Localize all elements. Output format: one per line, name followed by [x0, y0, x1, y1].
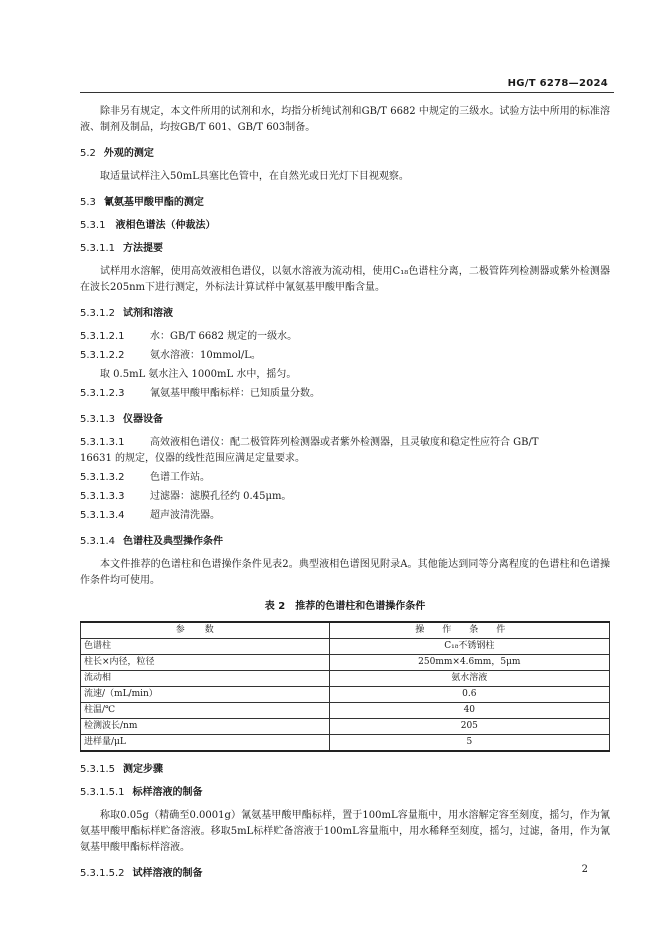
section-5-3-1-1-heading: [80, 241, 610, 257]
section-number: 5.3.1: [80, 220, 106, 231]
item-number: 5.3.1.3.4: [80, 510, 125, 521]
table-cell: 5: [329, 735, 609, 752]
section-title: 外观的测定: [103, 148, 154, 159]
section-number: 5.3.1.4: [80, 536, 115, 547]
section-title: 液相色谱法（仲裁法）: [115, 220, 216, 231]
section-5-3-1-5-2-heading: [80, 866, 610, 882]
conditions-table: [80, 621, 610, 752]
table-cell: 检测波长/nm: [81, 719, 330, 735]
section-number: 5.3.1.5.1: [80, 787, 125, 798]
ammonia-prep-text: 取 0.5mL 氨水注入 1000mL 水中，摇匀。: [100, 369, 297, 380]
section-5-3-heading: [80, 195, 610, 211]
section-title: 试样溶液的制备: [132, 868, 203, 879]
table-cell: 氨水溶液: [329, 671, 609, 687]
list-item: [80, 435, 610, 451]
table-row: [81, 655, 610, 671]
page-number: 2: [581, 864, 588, 875]
table-row: [81, 687, 610, 703]
table-cell: C₁₈不锈钢柱: [329, 639, 609, 655]
table-cell: 色谱柱: [81, 639, 330, 655]
section-title: 标样溶液的制备: [132, 787, 203, 798]
section-number: 5.3.1.5: [80, 764, 115, 775]
item-text: 氨水溶液：10mmol/L。: [150, 350, 261, 361]
list-item: [80, 508, 610, 524]
list-item: [80, 348, 610, 364]
table-cell: 0.6: [329, 687, 609, 703]
section-title: 氰氨基甲酸甲酯的测定: [103, 197, 204, 208]
standard-solution-text: 称取0.05g（精确至0.0001g）氰氨基甲酸甲酯标样，置于100mL容量瓶中，用水溶解定容至刻度，摇匀，作为氰氨基甲酸甲酯标样贮备溶液。移取5mL标样贮备溶液于100mL容量瓶中，用水稀释至刻度，摇匀，过滤，备用，作为氰氨基甲酸甲酯标样溶液。: [80, 810, 610, 853]
item-number: 5.3.1.2.3: [80, 388, 125, 399]
section-title: 仪器设备: [123, 414, 163, 425]
table-cell: 205: [329, 719, 609, 735]
item-number: 5.3.1.2.1: [80, 331, 125, 342]
item-number: 5.3.1.3.1: [80, 437, 125, 448]
item-number: 5.3.1.2.2: [80, 350, 125, 361]
section-5-2-text: 取适量试样注入50mL具塞比色管中，在自然光或日光灯下目视观察。: [100, 171, 409, 182]
section-5-3-1-5-heading: [80, 762, 610, 778]
table-cell: 柱温/℃: [81, 703, 330, 719]
item-text: 氰氨基甲酸甲酯标样：已知质量分数。: [150, 388, 320, 399]
section-title: 测定步骤: [123, 764, 163, 775]
table-cell: 40: [329, 703, 609, 719]
list-item: [80, 470, 610, 486]
table-cell: 进样量/μL: [81, 735, 330, 752]
item-text: 水：GB/T 6682 规定的一级水。: [150, 331, 298, 342]
section-5-3-1-4-heading: [80, 534, 610, 550]
section-number: 5.3.1.2: [80, 308, 115, 319]
list-item: [80, 386, 610, 402]
section-title: 色谱柱及典型操作条件: [123, 536, 223, 547]
section-5-3-1-heading: [80, 218, 610, 234]
section-title: 方法提要: [123, 243, 163, 254]
section-5-3-1-5-1-heading: [80, 785, 610, 801]
item-text: 超声波清洗器。: [150, 510, 220, 521]
section-5-2-heading: [80, 146, 610, 162]
table-row: [81, 735, 610, 752]
table-row: [81, 639, 610, 655]
document-body: [80, 104, 610, 889]
standard-code: HG/T 6278—2024: [507, 78, 608, 89]
table-header-cell: 参数: [81, 622, 330, 639]
table-cell: 250mm×4.6mm，5μm: [329, 655, 609, 671]
list-item: [80, 329, 610, 345]
item-number: 5.3.1.3.2: [80, 472, 125, 483]
table-header-cell: 操作条件: [329, 622, 609, 639]
table-cell: 柱长×内径，粒径: [81, 655, 330, 671]
table-row: [81, 703, 610, 719]
intro-paragraph: 除非另有规定，本文件所用的试剂和水，均指分析纯试剂和GB/T 6682 中规定的三级水。试验方法中所用的标准溶液、制剂及制品，均按GB/T 601、GB/T 603制备。: [80, 106, 610, 133]
table-cell: 流速/（mL/min）: [81, 687, 330, 703]
table-header-row: [81, 622, 610, 639]
section-number: 5.3.1.5.2: [80, 868, 125, 879]
item-number: 5.3.1.3.3: [80, 491, 125, 502]
table-row: [81, 719, 610, 735]
header-rule: [80, 92, 614, 93]
section-number: 5.2: [80, 148, 96, 159]
list-item-continuation: 16631 的规定，仪器的线性范围应满足定量要求。: [80, 453, 305, 464]
method-summary-text: 试样用水溶解，使用高效液相色谱仪，以氨水溶液为流动相，使用C₁₈色谱柱分离，二极管阵列检测器或紫外检测器在波长205nm下进行测定，外标法计算试样中氰氨基甲酸甲酯含量。: [80, 266, 610, 293]
item-text: 色谱工作站。: [150, 472, 210, 483]
table-row: [81, 671, 610, 687]
section-5-3-1-2-heading: [80, 306, 610, 322]
table-title: 表 2 推荐的色谱柱和色谱操作条件: [264, 601, 426, 612]
section-number: 5.3.1.3: [80, 414, 115, 425]
list-item: [80, 489, 610, 505]
item-text: 高效液相色谱仪：配二极管阵列检测器或者紫外检测器，且灵敏度和稳定性应符合 GB/T: [150, 437, 539, 448]
section-5-3-1-3-heading: [80, 412, 610, 428]
section-title: 试剂和溶液: [123, 308, 173, 319]
column-conditions-text: 本文件推荐的色谱柱和色谱操作条件见表2。典型液相色谱图见附录A。其他能达到同等分离程度的色谱柱和色谱操作条件均可使用。: [80, 559, 610, 586]
item-text: 过滤器：滤膜孔径约 0.45μm。: [150, 491, 292, 502]
section-number: 5.3: [80, 197, 96, 208]
section-number: 5.3.1.1: [80, 243, 115, 254]
table-cell: 流动相: [81, 671, 330, 687]
